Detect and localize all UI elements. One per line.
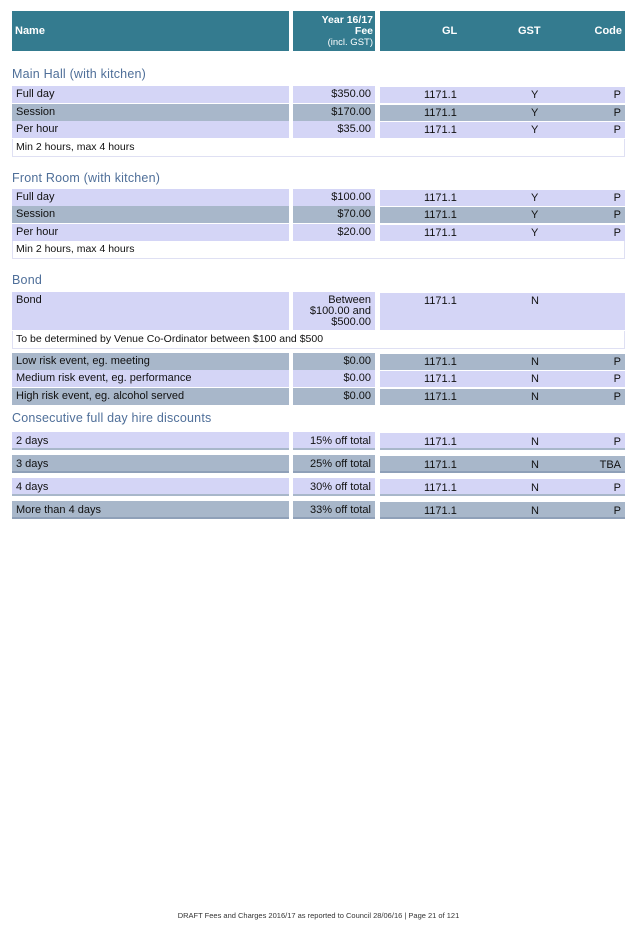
header-gst: GST [518,25,541,37]
row-fee: 15% off total [293,432,375,450]
row-code: P [613,482,621,494]
row-codes [380,388,625,405]
section-title-front-room: Front Room (with kitchen) [12,170,161,185]
row-name: Full day [12,86,289,103]
row-fee: $0.00 [293,353,375,370]
row-name: Bond [12,292,289,330]
header-gl: GL [442,25,458,37]
row-codes [380,370,625,387]
row-gl: 1171.1 [424,295,457,307]
header-fee-line1: Year 16/17 [321,14,373,26]
row-code: P [613,355,621,368]
row-gl: 1171.1 [424,436,457,448]
row-fee: $20.00 [293,224,375,241]
row-name: Session [12,104,289,121]
row-gst: N [531,390,539,403]
row-fee: 25% off total [293,455,375,473]
row-fee: $35.00 [293,121,375,138]
row-gst: N [531,505,539,517]
row-code: P [613,191,621,204]
row-code: P [613,226,621,239]
row-codes [380,501,625,519]
header-fee-line2: Fee [354,25,373,37]
row-gst: N [531,373,539,385]
row-code: P [613,390,621,403]
row-gl: 1171.1 [424,505,457,517]
table-row [12,189,625,206]
row-fee: $100.00 [293,189,375,206]
table-row [12,86,625,103]
row-name: 4 days [12,478,289,496]
row-name: High risk event, eg. alcohol served [12,388,289,405]
table-row [12,206,625,223]
row-fee: 33% off total [293,501,375,519]
section-title-bond: Bond [12,273,42,287]
row-fee: $70.00 [293,206,375,223]
header-columns [380,11,625,51]
row-code: P [613,436,621,448]
row-gl: 1171.1 [424,124,457,136]
row-name: Full day [12,189,289,206]
row-name: Low risk event, eg. meeting [12,353,289,370]
section-title-main-hall: Main Hall (with kitchen) [12,67,147,81]
row-fee: $350.00 [293,86,375,103]
row-fee: $170.00 [293,104,375,121]
row-fee: 30% off total [293,478,375,496]
table-header [12,11,625,51]
row-codes [380,104,625,121]
row-name: More than 4 days [12,501,289,519]
row-codes [380,478,625,496]
row-gst: N [531,295,539,307]
row-gl: 1171.1 [424,390,457,403]
row-name: Per hour [12,121,289,138]
row-note: Min 2 hours, max 4 hours [12,139,625,157]
row-code: P [613,106,621,119]
row-codes [380,224,625,241]
row-fee: $0.00 [293,388,375,405]
fees-table [12,11,625,524]
row-codes [380,121,625,138]
row-gl: 1171.1 [424,106,457,119]
row-gst: N [531,355,539,368]
row-gst: N [531,459,539,471]
row-codes [380,86,625,103]
row-codes [380,353,625,370]
header-name: Name [12,11,289,51]
row-note: Min 2 hours, max 4 hours [12,241,625,259]
row-code: TBA [599,459,621,471]
header-fee-line3: (incl. GST) [327,37,373,48]
row-gst: Y [531,209,539,221]
table-row [12,121,625,138]
row-gst: Y [531,226,539,239]
row-codes [380,206,625,223]
table-row [12,370,625,387]
row-gst: Y [531,191,539,204]
row-gst: N [531,436,539,448]
row-codes [380,455,625,473]
row-name: Per hour [12,224,289,241]
table-row [12,292,625,330]
page-footer: DRAFT Fees and Charges 2016/17 as reported to Council 28/06/16 | Page 21 of 121 [177,911,460,920]
table-row [12,501,625,519]
row-note: To be determined by Venue Co-Ordinator between $100 and $500 [12,331,625,349]
row-name: Medium risk event, eg. performance [12,370,289,387]
row-gl: 1171.1 [424,226,457,239]
table-row [12,455,625,473]
row-code: P [613,89,621,101]
header-fee [293,11,375,51]
row-code: P [613,124,621,136]
table-row [12,478,625,496]
table-row [12,432,625,450]
row-gst: N [531,482,539,494]
header-code: Code [594,25,622,37]
table-row [12,224,625,241]
row-name: Session [12,206,289,223]
row-gl: 1171.1 [424,209,457,221]
table-row [12,353,625,370]
row-gl: 1171.1 [424,459,457,471]
row-gst: Y [531,106,539,119]
row-code: P [613,505,621,517]
row-fee [293,292,375,330]
table-row [12,388,625,405]
section-title-discounts: Consecutive full day hire discounts [12,411,212,425]
row-gst: Y [531,89,539,101]
table-row [12,104,625,121]
row-code: P [613,209,621,221]
row-fee-line1: Between [328,294,371,306]
row-gl: 1171.1 [424,373,457,385]
row-codes [380,292,625,330]
row-fee-line2: $100.00 and [309,305,371,317]
row-gl: 1171.1 [424,89,457,101]
row-gl: 1171.1 [424,482,457,494]
row-gl: 1171.1 [424,191,457,204]
row-name: 3 days [12,455,289,473]
row-gst: Y [531,124,539,136]
row-fee: $0.00 [293,370,375,387]
row-codes [380,432,625,450]
row-name: 2 days [12,432,289,450]
row-codes [380,189,625,206]
row-code: P [613,373,621,385]
row-fee-line3: $500.00 [331,316,371,328]
row-gl: 1171.1 [424,355,457,368]
